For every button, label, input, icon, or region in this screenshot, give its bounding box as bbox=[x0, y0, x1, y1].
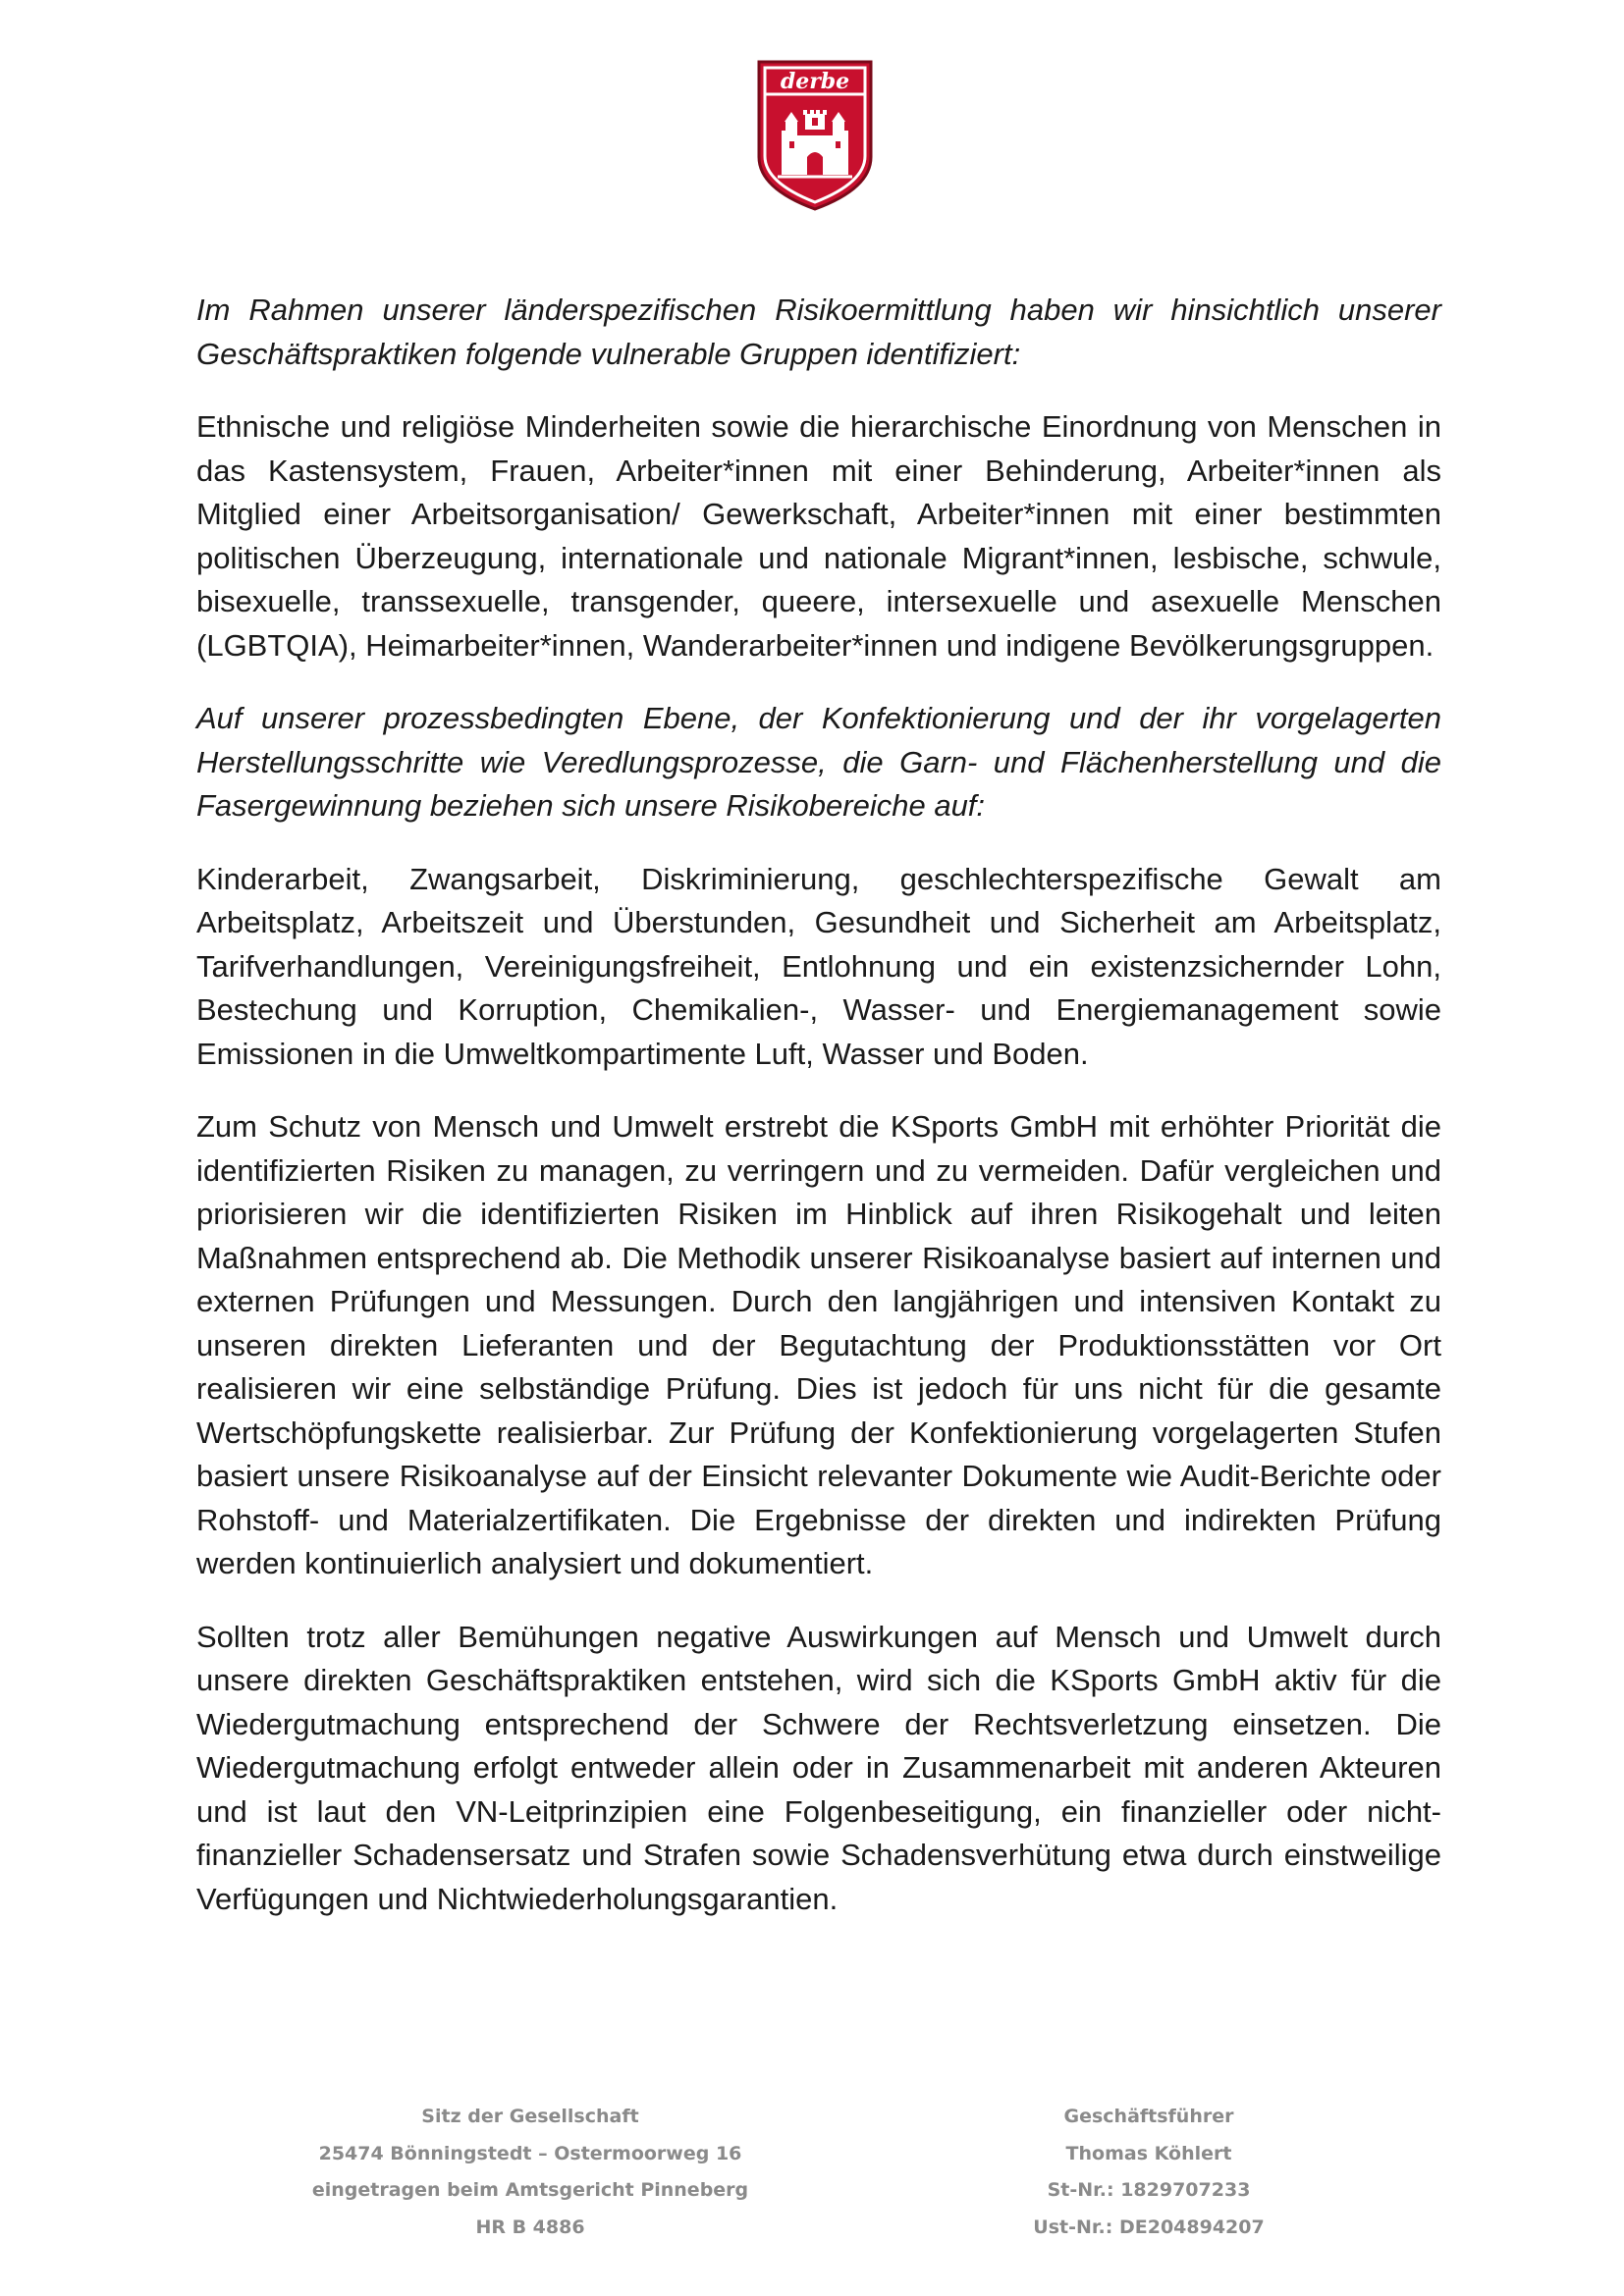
footer-address: 25474 Bönningstedt – Ostermoorweg 16 bbox=[318, 2142, 742, 2164]
footer-tax-number: St-Nr.: 1829707233 bbox=[1047, 2179, 1251, 2201]
intro-vulnerable-groups: Im Rahmen unserer länderspezifischen Risikoermittlung haben wir hinsichtlich unserer Geschäftspraktiken folgende vulnerable Gruppen identifiziert: bbox=[196, 293, 1441, 371]
company-logo bbox=[756, 59, 874, 212]
remediation-paragraph: Sollten trotz aller Bemühungen negative Auswirkungen auf Mensch und Umwelt durch unsere direkten Geschäftspraktiken entstehen, wird sich die KSports GmbH aktiv für die Wiedergutmachung entsprechend der Schwere der Rechtsverletzung einsetzen. Die Wiedergutmachung erfolgt entweder allein oder in Zusammenarbeit mit anderen Akteuren und ist laut den VN-Leitprinzipien eine Folgenbeseitigung, ein finanzieller oder nicht-finanzieller Schadensersatz und Strafen sowie Schadensverhütung etwa durch einstweilige Verfügungen und Nichtwiederholungsgarantien. bbox=[196, 1619, 1441, 1916]
footer-management bbox=[962, 2099, 1335, 2246]
risk-management-paragraph: Zum Schutz von Mensch und Umwelt erstrebt die KSports GmbH mit erhöhter Priorität die identifizierten Risiken zu managen, zu verringern und zu vermeiden. Dafür vergleichen und priorisieren wir die identifizierten Risiken im Hinblick auf ihren Risikogehalt und leiten Maßnahmen entsprechend ab. Die Methodik unserer Risikoanalyse basiert auf internen und externen Prüfungen und Messungen. Durch den langjährigen und intensiven Kontakt zu unseren direkten Lieferanten und der Begutachtung der Produktionsstätten vor Ort realisieren wir eine selbständige Prüfung. Dies ist jedoch für uns nicht für die gesamte Wertschöpfungskette realisierbar. Zur Prüfung der Konfektionierung vorgelagerten Stufen basiert unsere Risikoanalyse auf der Einsicht relevanter Dokumente wie Audit-Berichte oder Rohstoff- und Materialzertifikaten. Die Ergebnisse der direkten und indirekten Prüfung werden kontinuierlich analysiert und dokumentiert. bbox=[196, 1109, 1441, 1580]
footer-management-title: Geschäftsführer bbox=[1063, 2106, 1234, 2127]
footer-seat-title: Sitz der Gesellschaft bbox=[421, 2106, 639, 2127]
footer-court: eingetragen beim Amtsgericht Pinneberg bbox=[311, 2179, 749, 2201]
footer-register: HR B 4886 bbox=[475, 2216, 585, 2238]
risk-areas-list: Kinderarbeit, Zwangsarbeit, Diskriminierung, geschlechterspezifische Gewalt am Arbeitsplatz, Arbeitszeit und Überstunden, Gesundheit und Sicherheit am Arbeitsplatz, Tarifverhandlungen, Vereinigungsfreiheit, Entlohnung und ein existenzsichernder Lohn, Bestechung und Korruption, Chemikalien-, Wasser- und Energiemanagement sowie Emissionen in die Umweltkompartimente Luft, Wasser und Boden. bbox=[196, 861, 1441, 1071]
intro-risk-areas: Auf unserer prozessbedingten Ebene, der Konfektionierung und der ihr vorgelagerten Herstellungsschritte wie Veredlungsprozesse, die Garn- und Flächenherstellung und die Fasergewinnung beziehen sich unsere Risikobereiche auf: bbox=[196, 701, 1441, 823]
footer-company-seat bbox=[245, 2099, 815, 2246]
logo-text: derbe bbox=[780, 69, 850, 94]
document-body bbox=[196, 289, 1441, 1950]
footer-vat-number: Ust-Nr.: DE204894207 bbox=[1033, 2216, 1265, 2238]
vulnerable-groups-list: Ethnische und religiöse Minderheiten sowie die hierarchische Einordnung von Menschen in das Kastensystem, Frauen, Arbeiter*innen mit einer Behinderung, Arbeiter*innen als Mitglied einer Arbeitsorganisation/ Gewerkschaft, Arbeiter*innen mit einer bestimmten politischen Überzeugung, internationale und nationale Migrant*innen, lesbische, schwule, bisexuelle, transsexuelle, transgender, queere, intersexuelle und asexuelle Menschen (LGBTQIA), Heimarbeiter*innen, Wanderarbeiter*innen und indigene Bevölkerungsgruppen. bbox=[196, 409, 1441, 663]
castle-shield-icon bbox=[756, 59, 874, 212]
footer-manager-name: Thomas Köhlert bbox=[1065, 2142, 1232, 2164]
